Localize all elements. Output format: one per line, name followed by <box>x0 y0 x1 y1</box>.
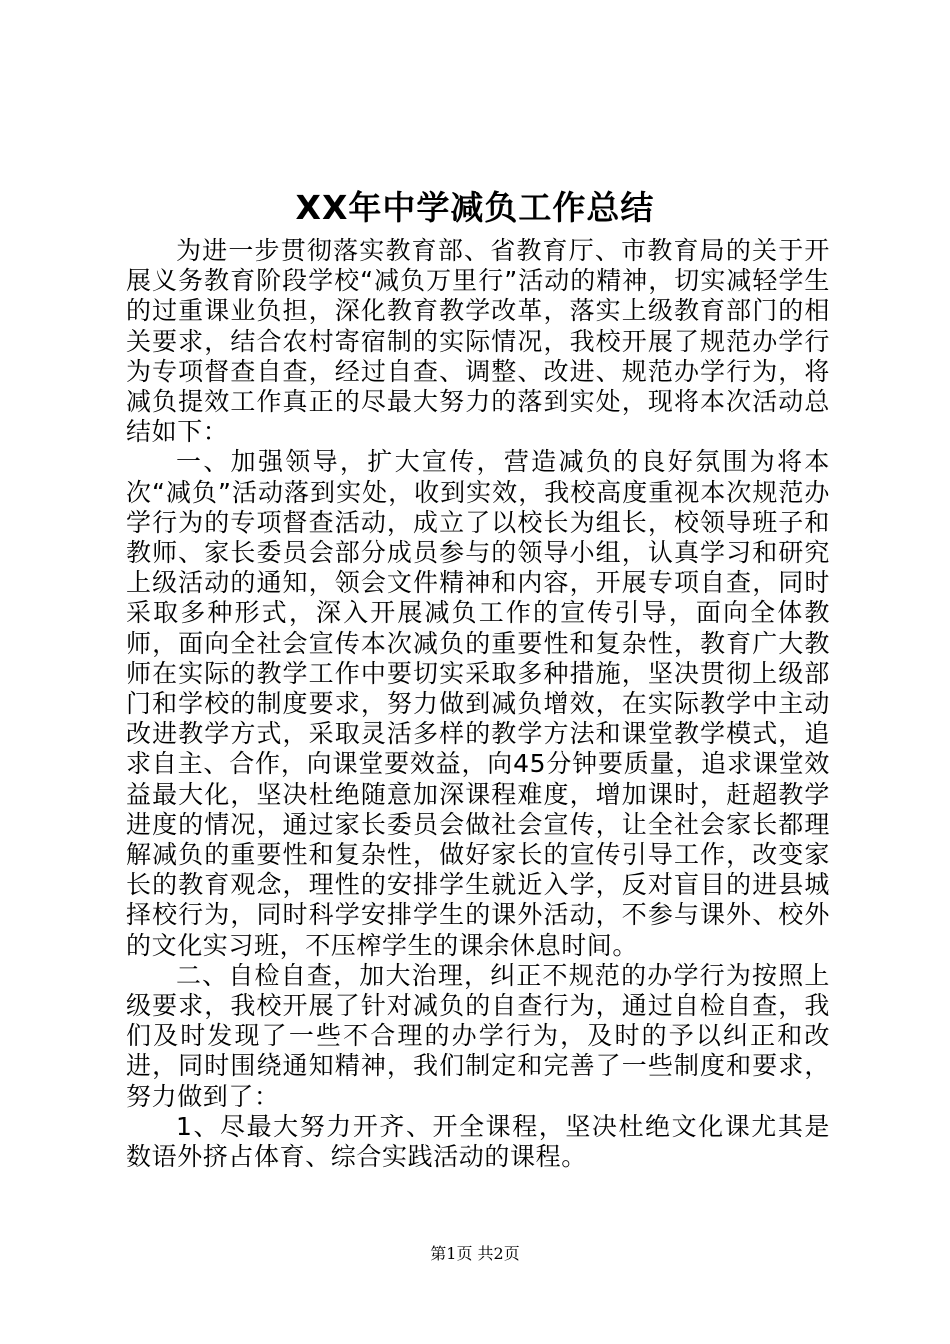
paragraph-section-1: 一、加强领导，扩大宣传，营造减负的良好氛围为将本次“减负”活动落到实处，收到实效，我校高度重视本次规范办学行为的专项督查活动，成立了以校长为组长，校领导班子和教师、家长委员会部分成员参与的领导小组，认真学习和研究上级活动的通知，领会文件精神和内容，开展专项自查，同时采取多种形式，深入开展减负工作的宣传引导，面向全体教师，面向全社会宣传本次减负的重要性和复杂性，教育广大教师在实际的教学工作中要切实采取多种措施，坚决贯彻上级部门和学校的制度要求，努力做到减负增效，在实际教学中主动改进教学方式，采取灵活多样的教学方法和课堂教学模式，追求自主、合作，向课堂要效益，向45分钟要质量，追求课堂效益最大化，坚决杜绝随意加深课程难度，增加课时，赶超教学进度的情况，通过家长委员会做社会宣传，让全社会家长都理解减负的重要性和复杂性，做好家长的宣传引导工作，改变家长的教育观念，理性的安排学生就近入学，反对盲目的进县城择校行为，同时科学安排学生的课外活动，不参与课外、校外的文化实习班，不压榨学生的课余休息时间。 <box>126 447 830 960</box>
document-title: XX年中学减负工作总结 <box>295 188 655 227</box>
paragraph-intro: 为进一步贯彻落实教育部、省教育厅、市教育局的关于开展义务教育阶段学校“减负万里行”活动的精神，切实减轻学生的过重课业负担，深化教育教学改革，落实上级教育部门的相关要求，结合农村寄宿制的实际情况，我校开展了规范办学行为专项督查自查，经过自查、调整、改进、规范办学行为，将减负提效工作真正的尽最大努力的落到实处，现将本次活动总结如下： <box>126 236 830 447</box>
document-body <box>126 236 830 1172</box>
paragraph-section-2: 二、自检自查，加大治理，纠正不规范的办学行为按照上级要求，我校开展了针对减负的自查行为，通过自检自查，我们及时发现了一些不合理的办学行为，及时的予以纠正和改进，同时围绕通知精神，我们制定和完善了一些制度和要求，努力做到了： <box>126 960 830 1111</box>
paragraph-item-1: 1、尽最大努力开齐、开全课程，坚决杜绝文化课尤其是数语外挤占体育、综合实践活动的课程。 <box>126 1111 830 1172</box>
page-footer: 第1页 共2页 <box>430 1244 520 1263</box>
